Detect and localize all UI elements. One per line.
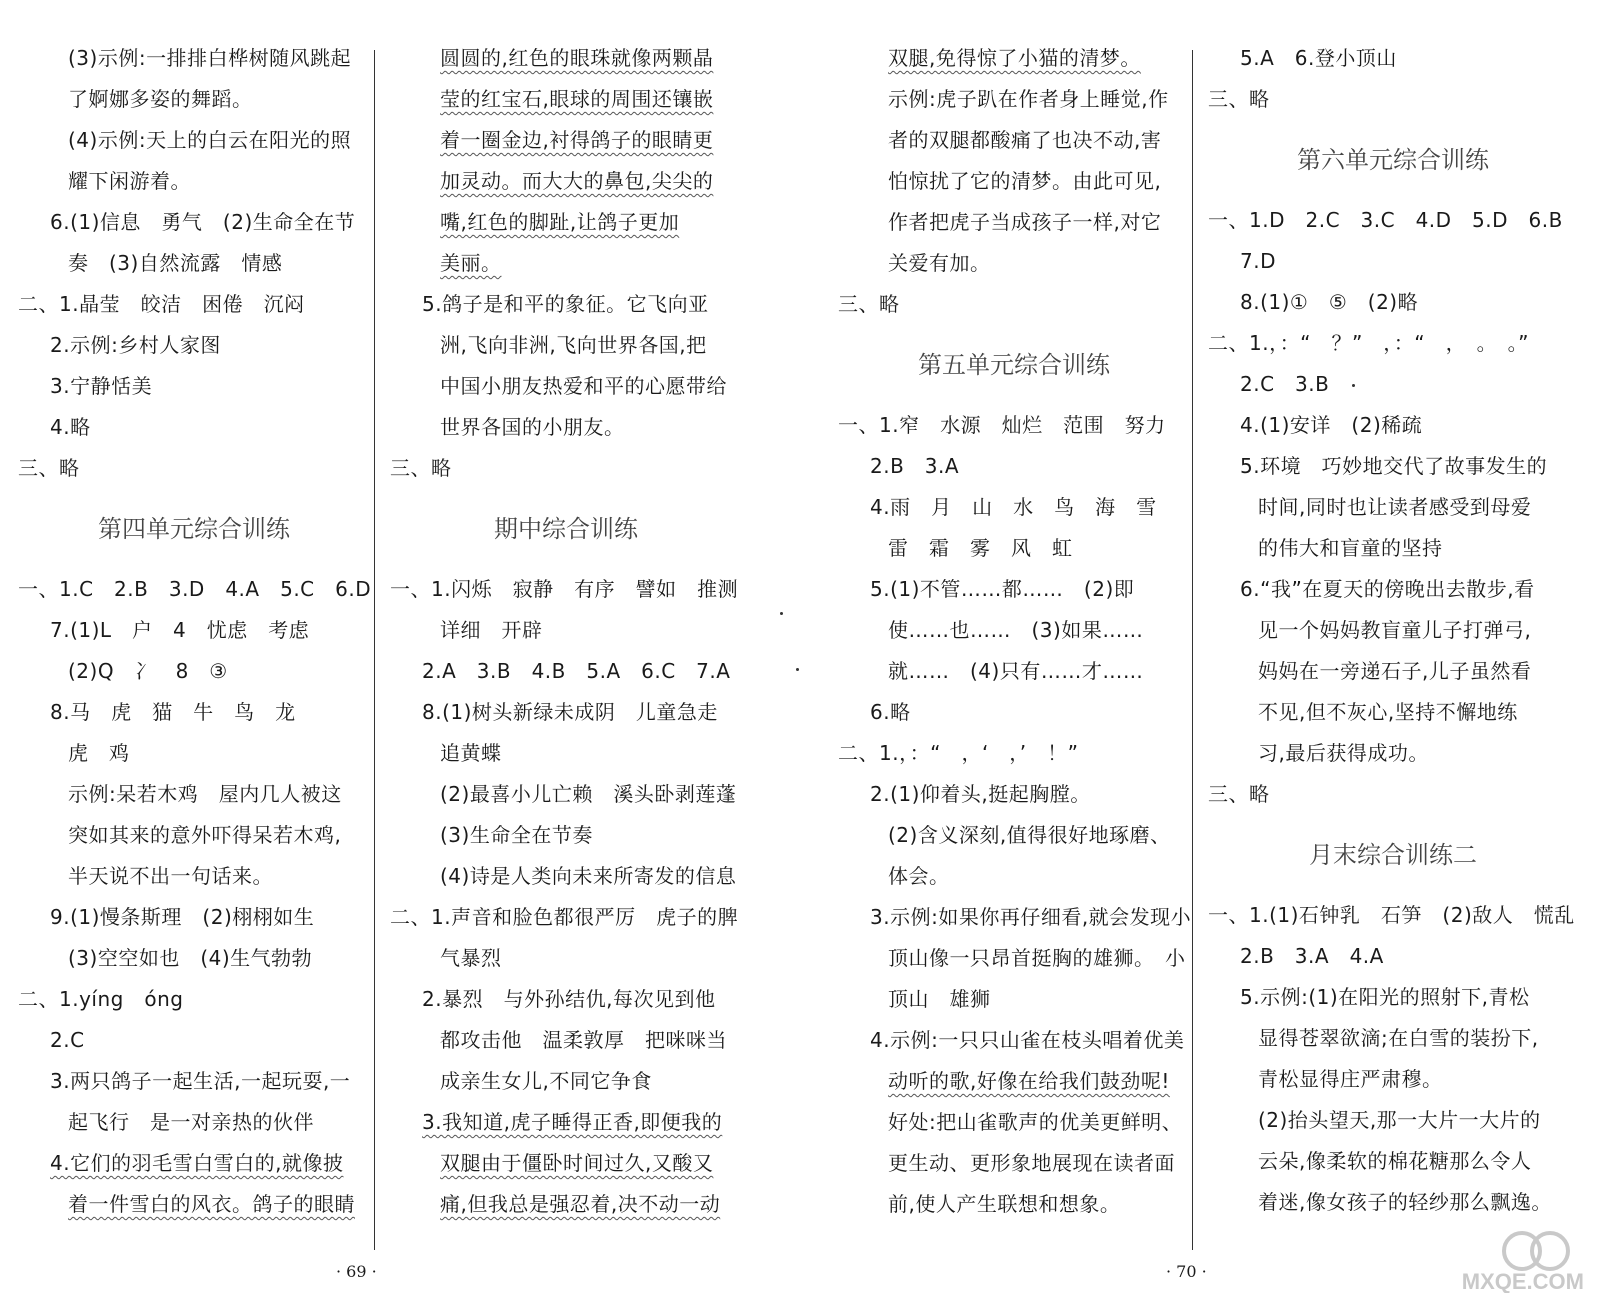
text-line: 6.略 xyxy=(870,700,911,724)
text-line: 6.(1)信息 勇气 (2)生命全在节 xyxy=(50,210,356,234)
stray-dot xyxy=(796,668,799,671)
text-line: 半天说不出一句话来。 xyxy=(68,864,273,888)
page-number-left: · 69 · xyxy=(336,1262,377,1281)
text-line: 关爱有加。 xyxy=(888,251,991,275)
text-line: 的伟大和盲童的坚持 xyxy=(1258,536,1443,560)
text-line: 美丽。 xyxy=(440,251,502,275)
text-line: 三、略 xyxy=(18,456,80,480)
text-line: 2.B 3.A 4.A xyxy=(1240,944,1384,968)
text-line: 使……也…… (3)如果…… xyxy=(888,618,1144,642)
text-line: 作者把虎子当成孩子一样,对它 xyxy=(888,210,1162,234)
text-line: (2)最喜小儿亡赖 溪头卧剥莲蓬 xyxy=(440,782,737,806)
text-line: 加灵动。而大大的鼻包,尖尖的 xyxy=(440,169,714,193)
text-line: 6.“我”在夏天的傍晚出去散步,看 xyxy=(1240,577,1535,601)
column-3 xyxy=(838,38,1190,1225)
text-line: 显得苍翠欲滴;在白雪的装扮下, xyxy=(1258,1026,1539,1050)
text-line: 中国小朋友热爱和平的心愿带给 xyxy=(440,374,727,398)
text-line: (3)生命全在节奏 xyxy=(440,823,593,847)
column-2 xyxy=(390,38,742,1225)
text-line: (2)Q 冫 8 ③ xyxy=(68,659,228,683)
section-heading: 第五单元综合训练 xyxy=(918,351,1110,379)
text-line: 8.(1)① ⑤ (2)略 xyxy=(1240,290,1419,314)
column-divider xyxy=(1192,50,1193,1250)
text-line: 7.(1)L 户 4 忧虑 考虑 xyxy=(50,618,310,642)
text-line: 动听的歌,好像在给我们鼓劲呢! xyxy=(888,1069,1170,1093)
text-line: 着迷,像女孩子的轻纱那么飘逸。 xyxy=(1258,1190,1552,1214)
text-line: 示例:虎子趴在作者身上睡觉,作 xyxy=(888,87,1169,111)
text-line: 5.示例:(1)在阳光的照射下,青松 xyxy=(1240,985,1530,1009)
text-line: 顶山像一只昂首挺胸的雄狮。 小 xyxy=(888,946,1186,970)
text-line: 3.示例:如果你再仔细看,就会发现小 xyxy=(870,905,1192,929)
text-line: 双腿由于僵卧时间过久,又酸又 xyxy=(440,1151,714,1175)
text-line: 5.(1)不管……都…… (2)即 xyxy=(870,577,1135,601)
text-line: 气暴烈 xyxy=(440,946,502,970)
page-number-right: · 70 · xyxy=(1166,1262,1207,1281)
text-line: 三、略 xyxy=(1208,87,1270,111)
column-1 xyxy=(18,38,370,1225)
text-line: 习,最后获得成功。 xyxy=(1258,741,1429,765)
text-line: 前,使人产生联想和想象。 xyxy=(888,1192,1121,1216)
text-line: (4)诗是人类向未来所寄发的信息 xyxy=(440,864,737,888)
column-4 xyxy=(1208,38,1578,1223)
text-line: 4.(1)安详 (2)稀疏 xyxy=(1240,413,1423,437)
text-line: 3.我知道,虎子睡得正香,即便我的 xyxy=(422,1110,723,1134)
text-line: 都攻击他 温柔敦厚 把咪咪当 xyxy=(440,1028,727,1052)
text-line: 2.C 3.B xyxy=(1240,372,1330,396)
text-line: 8.(1)树头新绿未成阴 儿童急走 xyxy=(422,700,718,724)
text-line: 一、1.D 2.C 3.C 4.D 5.D 6.B xyxy=(1208,208,1563,232)
watermark-text: MXQE.COM xyxy=(1461,1269,1584,1293)
text-line: 洲,飞向非洲,飞向世界各国,把 xyxy=(440,333,707,357)
text-line: (2)抬头望天,那一大片一大片的 xyxy=(1258,1108,1541,1132)
section-heading: 月末综合训练二 xyxy=(1309,841,1477,869)
section-heading: 第四单元综合训练 xyxy=(98,515,290,543)
text-line: (3)示例:一排排白桦树随风跳起 xyxy=(68,46,352,70)
text-line: 5.A 6.登小顶山 xyxy=(1240,46,1397,70)
text-line: 莹的红宝石,眼球的周围还镶嵌 xyxy=(440,87,714,111)
text-line: 2.(1)仰着头,挺起胸膛。 xyxy=(870,782,1091,806)
text-line: 者的双腿都酸痛了也决不动,害 xyxy=(888,128,1162,152)
section-heading: 第六单元综合训练 xyxy=(1297,146,1489,174)
text-line: 8.马 虎 猫 牛 鸟 龙 xyxy=(50,700,296,724)
text-line: 好处:把山雀歌声的优美更鲜明、 xyxy=(888,1110,1183,1134)
text-line: 云朵,像柔软的棉花糖那么令人 xyxy=(1258,1149,1532,1173)
text-line: 2.B 3.A xyxy=(870,454,960,478)
text-line: 三、略 xyxy=(390,456,452,480)
text-line: 4.雨 月 山 水 鸟 海 雪 xyxy=(870,495,1157,519)
text-line: 体会。 xyxy=(888,864,950,888)
text-line: 2.A 3.B 4.B 5.A 6.C 7.A xyxy=(422,659,731,683)
text-line: 嘴,红色的脚趾,让鸽子更加 xyxy=(440,210,680,234)
text-line: 圆圆的,红色的眼珠就像两颗晶 xyxy=(440,46,714,70)
text-line: 不见,但不灰心,坚持不懈地练 xyxy=(1258,700,1518,724)
watermark-logo xyxy=(1426,1227,1586,1293)
text-line: 2.暴烈 与外孙结仇,每次见到他 xyxy=(422,987,716,1011)
text-line: 示例:呆若木鸡 屋内几人被这 xyxy=(68,782,342,806)
text-line: 9.(1)慢条斯理 (2)栩栩如生 xyxy=(50,905,315,929)
text-line: 怕惊扰了它的清梦。由此可见, xyxy=(888,169,1162,193)
text-line: 5.鸽子是和平的象征。它飞向亚 xyxy=(422,292,709,316)
text-line: 更生动、更形象地展现在读者面 xyxy=(888,1151,1175,1175)
text-line: 二、1.声音和脸色都很严厉 虎子的脾 xyxy=(390,905,739,929)
text-line: 青松显得庄严肃穆。 xyxy=(1258,1067,1443,1091)
text-line: 二、1.，：“ ？” ，：“ ， 。 。” xyxy=(1208,331,1530,355)
text-line: (4)示例:天上的白云在阳光的照 xyxy=(68,128,352,152)
text-line: 2.示例:乡村人家图 xyxy=(50,333,221,357)
text-line: 起飞行 是一对亲热的伙伴 xyxy=(68,1110,314,1134)
column-divider xyxy=(374,50,375,1250)
text-line: 4.略 xyxy=(50,415,91,439)
text-line: 双腿,免得惊了小猫的清梦。 xyxy=(888,46,1141,70)
text-line: 3.两只鸽子一起生活,一起玩耍,一 xyxy=(50,1069,351,1093)
text-line: 耀下闲游着。 xyxy=(68,169,191,193)
text-line: 一、1.(1)石钟乳 石笋 (2)敌人 慌乱 xyxy=(1208,903,1575,927)
text-line: 2.C xyxy=(50,1028,85,1052)
text-line: 3.宁静恬美 xyxy=(50,374,153,398)
text-line: 着一件雪白的风衣。鸽子的眼睛 xyxy=(68,1192,355,1216)
text-line: 一、1.C 2.B 3.D 4.A 5.C 6.D xyxy=(18,577,372,601)
text-line: (3)空空如也 (4)生气勃勃 xyxy=(68,946,313,970)
text-line: 时间,同时也让读者感受到母爱 xyxy=(1258,495,1532,519)
text-line: 着一圈金边,衬得鸽子的眼睛更 xyxy=(440,128,714,152)
text-line: 虎 鸡 xyxy=(68,741,130,765)
text-line: 4.它们的羽毛雪白雪白的,就像披 xyxy=(50,1151,344,1175)
text-line: 二、1.，：“ ，‘ ，’ ！” xyxy=(838,741,1079,765)
text-line: 一、1.闪烁 寂静 有序 譬如 推测 xyxy=(390,577,739,601)
text-line: 顶山 雄狮 xyxy=(888,987,991,1011)
text-line: 三、略 xyxy=(1208,782,1270,806)
text-line: 追黄蝶 xyxy=(440,741,502,765)
text-line: 就…… (4)只有……才…… xyxy=(888,659,1144,683)
text-line: 二、1.晶莹 皎洁 困倦 沉闷 xyxy=(18,292,305,316)
text-line: 7.D xyxy=(1240,249,1276,273)
text-line: (2)含义深刻,值得很好地琢磨、 xyxy=(888,823,1171,847)
text-line: 5.环境 巧妙地交代了故事发生的 xyxy=(1240,454,1548,478)
text-line: 世界各国的小朋友。 xyxy=(440,415,625,439)
text-line: 了婀娜多姿的舞蹈。 xyxy=(68,87,253,111)
stray-dot xyxy=(780,612,783,615)
text-line: 妈妈在一旁递石子,儿子虽然看 xyxy=(1258,659,1532,683)
text-line: 见一个妈妈教盲童儿子打弹弓, xyxy=(1258,618,1532,642)
stray-dot xyxy=(1352,384,1355,387)
text-line: 痛,但我总是强忍着,决不动一动 xyxy=(440,1192,721,1216)
text-line: 二、1.yíng óng xyxy=(18,987,184,1011)
section-heading: 期中综合训练 xyxy=(494,515,638,543)
text-line: 奏 (3)自然流露 情感 xyxy=(68,251,283,275)
text-line: 4.示例:一只只山雀在枝头唱着优美 xyxy=(870,1028,1185,1052)
text-line: 三、略 xyxy=(838,292,900,316)
text-line: 成亲生女儿,不同它争食 xyxy=(440,1069,652,1093)
text-line: 雷 霜 雾 风 虹 xyxy=(888,536,1073,560)
text-line: 突如其来的意外吓得呆若木鸡, xyxy=(68,823,342,847)
text-line: 一、1.窄 水源 灿烂 范围 努力 xyxy=(838,413,1166,437)
text-line: 详细 开辟 xyxy=(440,618,543,642)
